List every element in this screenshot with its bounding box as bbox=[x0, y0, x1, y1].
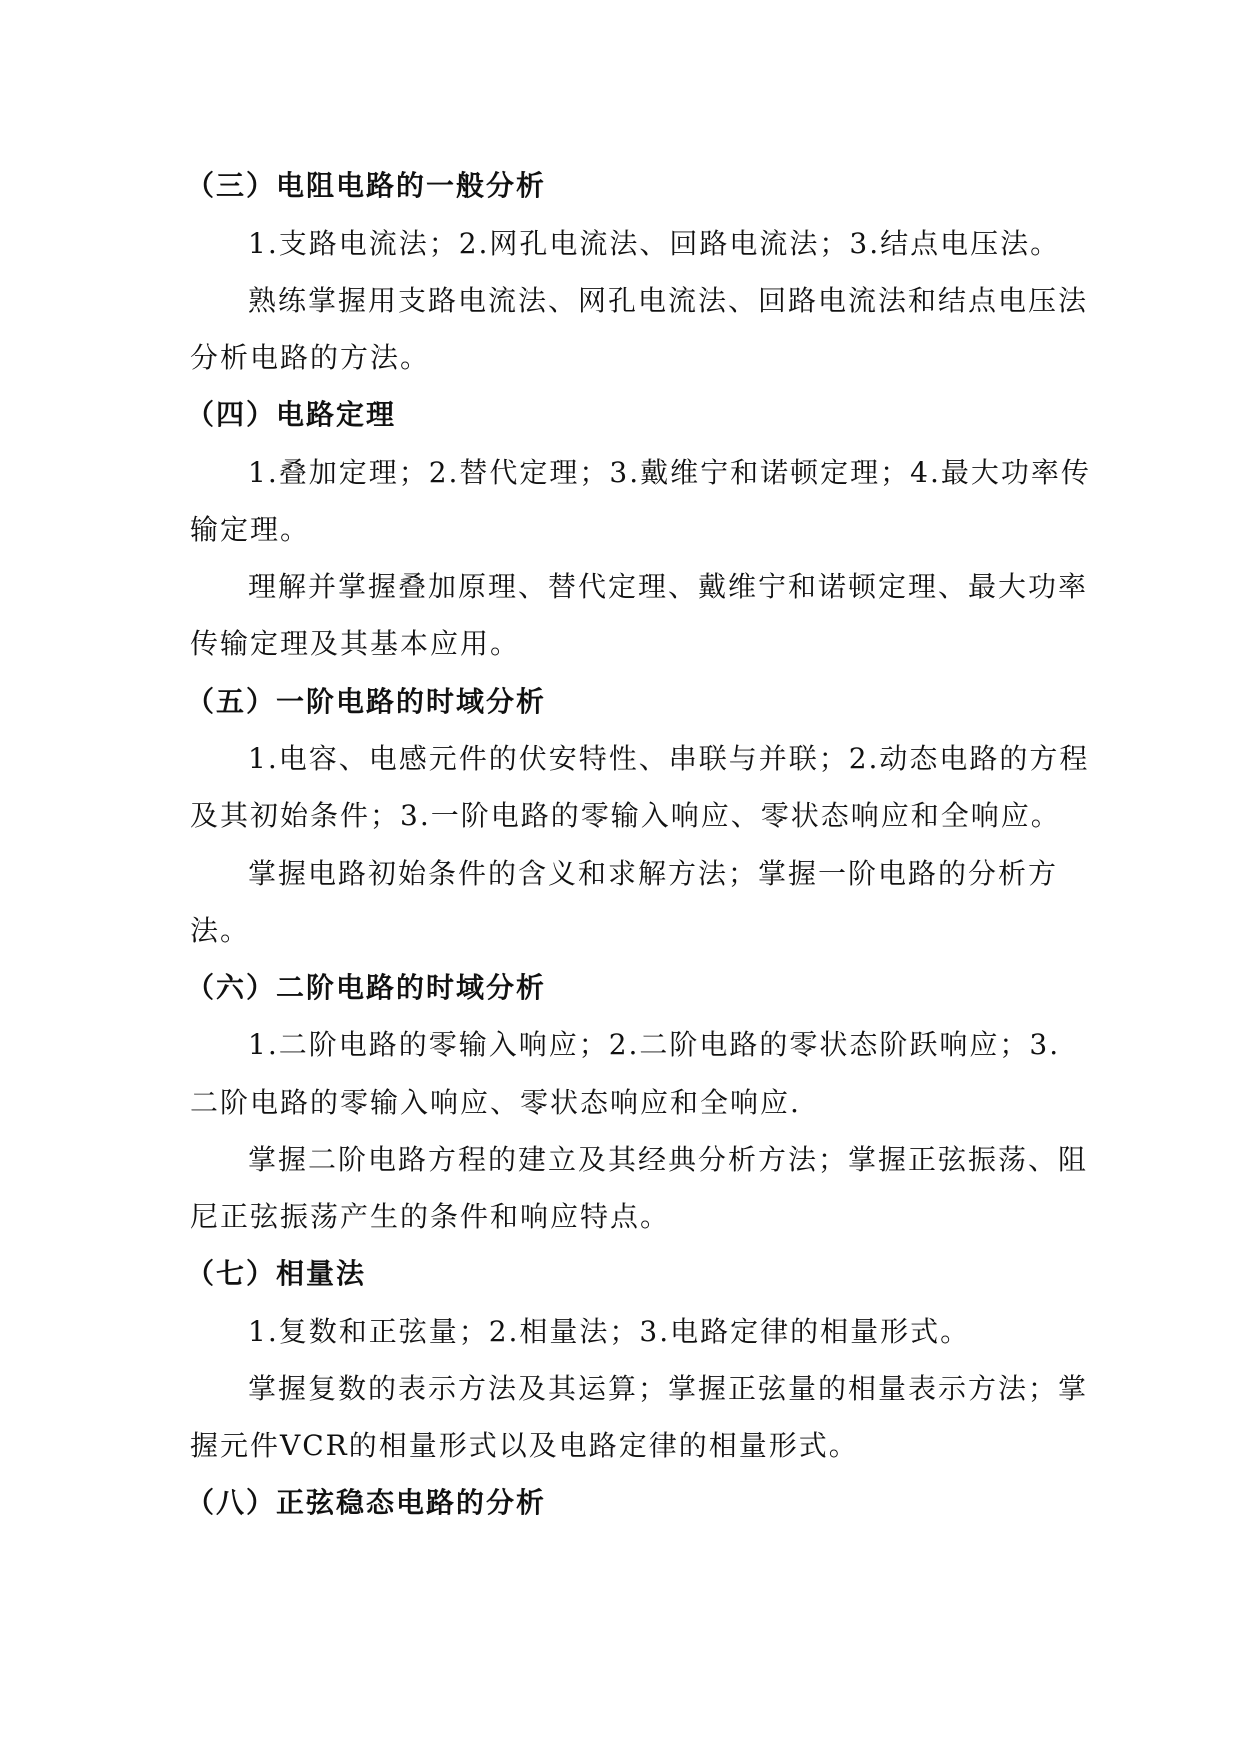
section-topics: 1.复数和正弦量；2.相量法；3.电路定律的相量形式。 bbox=[248, 1315, 971, 1348]
section-heading-4: （四）电路定理 bbox=[186, 398, 397, 431]
section-requirement: 掌握复数的表示方法及其运算；掌握正弦量的相量表示方法；掌 bbox=[248, 1372, 1089, 1405]
section-requirement: 理解并掌握叠加原理、替代定理、戴维宁和诺顿定理、最大功率 bbox=[248, 570, 1089, 603]
section-requirement: 掌握二阶电路方程的建立及其经典分析方法；掌握正弦振荡、阻 bbox=[248, 1143, 1089, 1176]
section-topics-cont: 及其初始条件；3.一阶电路的零输入响应、零状态响应和全响应。 bbox=[190, 799, 1061, 832]
section-heading-8: （八）正弦稳态电路的分析 bbox=[186, 1486, 547, 1519]
section-topics: 1.叠加定理；2.替代定理；3.戴维宁和诺顿定理；4.最大功率传 bbox=[248, 456, 1091, 489]
section-requirement-cont: 分析电路的方法。 bbox=[190, 341, 431, 374]
section-requirement-cont: 握元件VCR的相量形式以及电路定律的相量形式。 bbox=[190, 1429, 859, 1462]
section-topics: 1.电容、电感元件的伏安特性、串联与并联；2.动态电路的方程 bbox=[248, 742, 1090, 775]
section-heading-5: （五）一阶电路的时域分析 bbox=[186, 685, 547, 718]
section-heading-6: （六）二阶电路的时域分析 bbox=[186, 971, 547, 1004]
section-topics: 1.二阶电路的零输入响应；2.二阶电路的零状态阶跃响应；3. bbox=[248, 1028, 1061, 1061]
section-topics-cont: 输定理。 bbox=[190, 513, 311, 546]
section-heading-3: （三）电阻电路的一般分析 bbox=[186, 169, 547, 202]
section-requirement-cont: 尼正弦振荡产生的条件和响应特点。 bbox=[190, 1200, 671, 1233]
section-requirement: 熟练掌握用支路电流法、网孔电流法、回路电流法和结点电压法 bbox=[248, 284, 1089, 317]
section-topics: 1.支路电流法；2.网孔电流法、回路电流法；3.结点电压法。 bbox=[248, 227, 1061, 260]
section-requirement-cont: 传输定理及其基本应用。 bbox=[190, 627, 521, 660]
section-topics-cont: 二阶电路的零输入响应、零状态响应和全响应. bbox=[190, 1086, 801, 1119]
section-requirement: 掌握电路初始条件的含义和求解方法；掌握一阶电路的分析方 bbox=[248, 857, 1059, 890]
section-requirement-cont: 法。 bbox=[190, 914, 251, 947]
section-heading-7: （七）相量法 bbox=[186, 1257, 367, 1290]
